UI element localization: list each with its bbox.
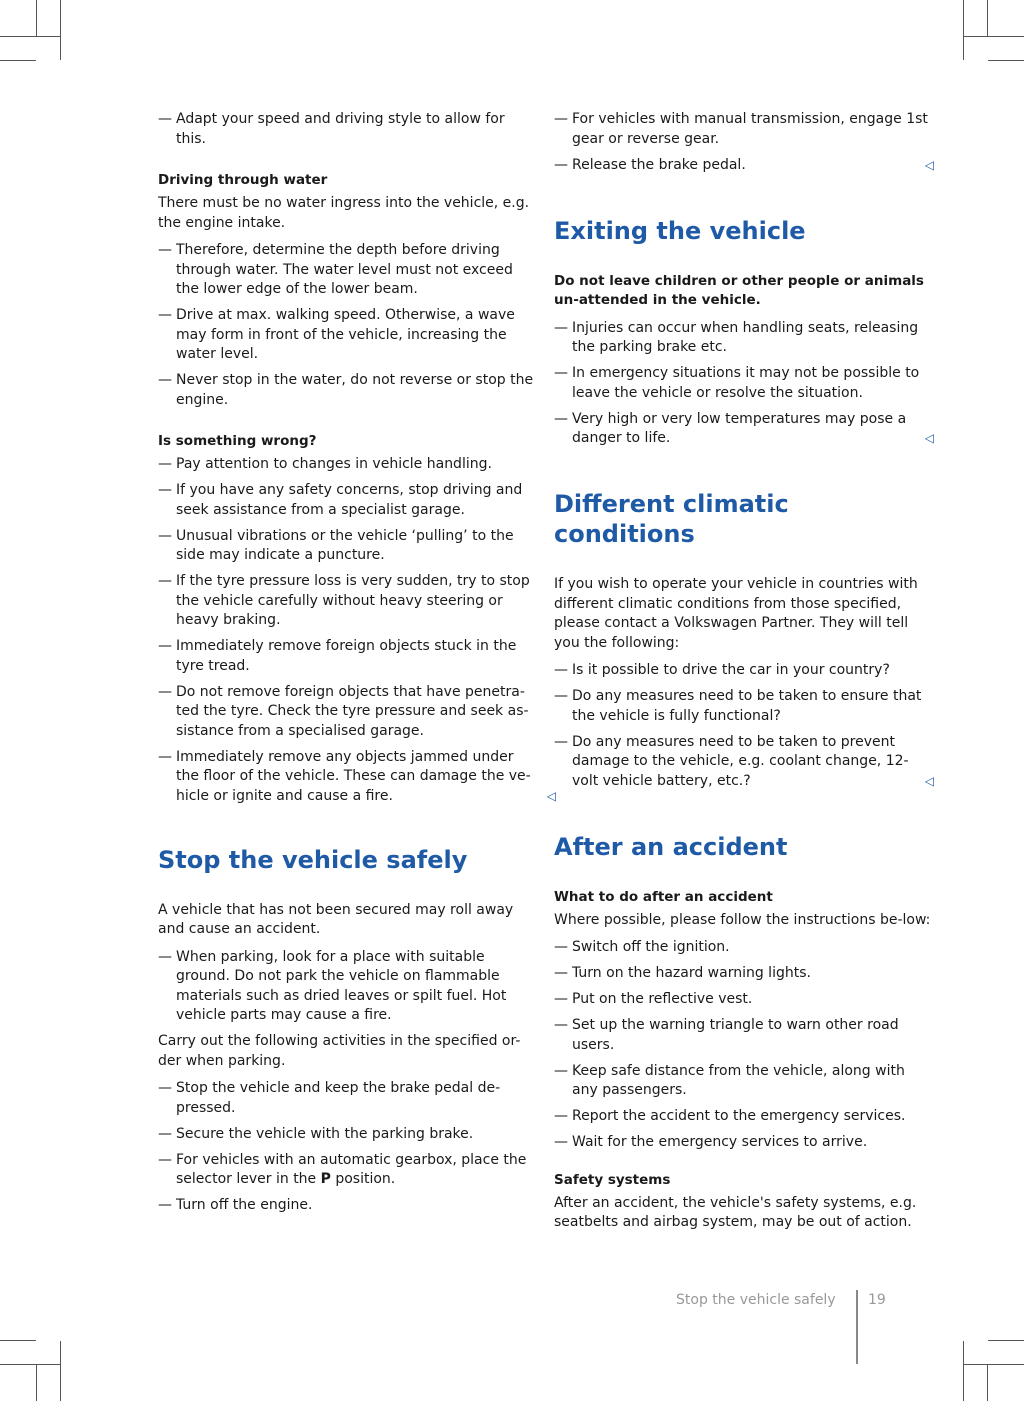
gearbox-text-post: position. (330, 1171, 396, 1187)
end-of-section-icon: ◁ (546, 788, 556, 803)
crop-mark (0, 1364, 60, 1365)
list-item: — Drive at max. walking speed. Otherwise, a wave may form in front of the vehicle, increasing the water level. (158, 306, 538, 365)
list-item: — When parking, look for a place with suitable ground. Do not park the vehicle on flammable materials such as dried leaves or spilt fuel. Hot vehicle parts may cause a fire. (158, 948, 538, 1026)
list-item: — Injuries can occur when handling seats, releasing the parking brake etc. (554, 319, 934, 358)
crop-mark (964, 36, 1024, 37)
subheading-water: Driving through water (158, 172, 328, 188)
safety-systems-text: After an accident, the vehicle's safety systems, e.g. seatbelts and airbag system, may be out of action. (554, 1194, 917, 1230)
heading-exiting: Exiting the vehicle (554, 216, 806, 245)
list-item: — Set up the warning triangle to warn other road users. (554, 1016, 934, 1055)
crop-mark (988, 60, 1024, 61)
right-column (554, 110, 934, 1241)
crop-mark (60, 1341, 61, 1401)
crop-mark (36, 1365, 37, 1401)
list-item: — Stop the vehicle and keep the brake pedal de-pressed. (158, 1079, 538, 1118)
list-item: — Turn off the engine. (158, 1196, 538, 1216)
end-of-section-icon: ◁ (924, 431, 934, 445)
stop-list (158, 948, 538, 1026)
subheading-wrong: Is something wrong? (158, 433, 317, 449)
subheading-what-to-do: What to do after an accident (554, 888, 773, 905)
list-item: — Unusual vibrations or the vehicle ‘pulling’ to the side may indicate a puncture. (158, 527, 538, 566)
exiting-lead: Do not leave children or other people or animals un-attended in the vehicle. (554, 272, 924, 308)
crop-mark (963, 0, 964, 60)
list-item (158, 1151, 538, 1190)
list-item: — If the tyre pressure loss is very sudden, try to stop the vehicle carefully without heavy steering or heavy braking. (158, 572, 538, 631)
list-item-text: Do any measures need to be taken to prevent damage to the vehicle, e.g. coolant change, 12-volt vehicle battery, etc.? (572, 733, 909, 789)
list-item: — Adapt your speed and driving style to allow for this. (158, 110, 538, 149)
end-of-section-icon: ◁ (924, 773, 934, 788)
page-number: 19 (868, 1292, 886, 1308)
list-item (554, 733, 934, 792)
accident-text: Where possible, please follow the instructions be-low: (554, 911, 931, 928)
end-of-section-icon: ◁ (924, 157, 934, 172)
list-item: — If you have any safety concerns, stop driving and seek assistance from a specialist garage. (158, 481, 538, 520)
list-item: — Secure the vehicle with the parking brake. (158, 1125, 538, 1145)
water-list (158, 241, 538, 410)
list-item: — Do not remove foreign objects that have penetra-ted the tyre. Check the tyre pressure and seek as-sistance from a specialised garage. (158, 683, 538, 742)
stop-list-2 (158, 1079, 538, 1216)
footer-divider (856, 1290, 858, 1364)
crop-mark (964, 1364, 1024, 1365)
heading-accident: After an accident (554, 832, 788, 861)
list-item (554, 156, 934, 176)
crop-mark (0, 1340, 36, 1341)
crop-mark (0, 60, 36, 61)
list-item: — For vehicles with manual transmission, engage 1st gear or reverse gear. (554, 110, 934, 149)
list-item: — Immediately remove foreign objects stuck in the tyre tread. (158, 637, 538, 676)
list-item: — Report the accident to the emergency services. (554, 1107, 934, 1127)
heading-climate: Different climatic conditions (554, 490, 789, 548)
list-item-text: Very high or very low temperatures may pose a danger to life. (572, 410, 907, 446)
accident-list (554, 938, 934, 1153)
left-column (158, 110, 556, 1222)
crop-mark (987, 0, 988, 36)
crop-mark (963, 1341, 964, 1401)
subheading-safety-systems: Safety systems (554, 1171, 671, 1188)
crop-mark (987, 1365, 988, 1401)
list-item: — Put on the reflective vest. (554, 990, 934, 1010)
footer-section-label: Stop the vehicle safely (676, 1292, 836, 1308)
list-item: — Is it possible to drive the car in your country? (554, 661, 934, 681)
crop-mark (988, 1340, 1024, 1341)
gearbox-text-pre: For vehicles with an automatic gearbox, place the selector lever in the (176, 1151, 527, 1187)
list-item (554, 410, 934, 449)
intro-list-right (554, 110, 934, 175)
list-item: — Do any measures need to be taken to ensure that the vehicle is fully functional? (554, 687, 934, 726)
intro-list (158, 110, 538, 149)
crop-mark (60, 0, 61, 60)
water-text: There must be no water ingress into the vehicle, e.g. the engine intake. (158, 195, 530, 231)
climate-text: If you wish to operate your vehicle in countries with different climatic conditions from those specified, please contact a Volkswagen Partner. They will tell you the following: (554, 576, 918, 651)
list-item: — In emergency situations it may not be possible to leave the vehicle or resolve the situation. (554, 364, 934, 403)
stop-text: A vehicle that has not been secured may roll away and cause an accident. (158, 901, 514, 937)
stop-text-2: Carry out the following activities in the specified or-der when parking. (158, 1033, 521, 1069)
park-position-icon: P (320, 1171, 331, 1187)
list-item: — Switch off the ignition. (554, 938, 934, 958)
list-item: — Wait for the emergency services to arrive. (554, 1133, 934, 1153)
list-item-text: Release the brake pedal. (572, 156, 746, 173)
exiting-list (554, 319, 934, 449)
wrong-list (158, 455, 556, 806)
list-item-text: Immediately remove any objects jammed under the floor of the vehicle. These can damage the ve-hicle or ignite and cause a fire. (176, 748, 531, 804)
list-item: — Pay attention to changes in vehicle handling. (158, 455, 538, 475)
crop-mark (0, 36, 60, 37)
heading-stop-vehicle: Stop the vehicle safely (158, 845, 468, 874)
climate-list (554, 661, 934, 791)
list-item: — Turn on the hazard warning lights. (554, 964, 934, 984)
list-item: — Never stop in the water, do not reverse or stop the engine. (158, 371, 538, 410)
list-item: — Therefore, determine the depth before driving through water. The water level must not exceed the lower edge of the lower beam. (158, 241, 538, 300)
list-item (158, 748, 556, 807)
crop-mark (36, 0, 37, 36)
list-item: — Keep safe distance from the vehicle, along with any passengers. (554, 1062, 934, 1101)
